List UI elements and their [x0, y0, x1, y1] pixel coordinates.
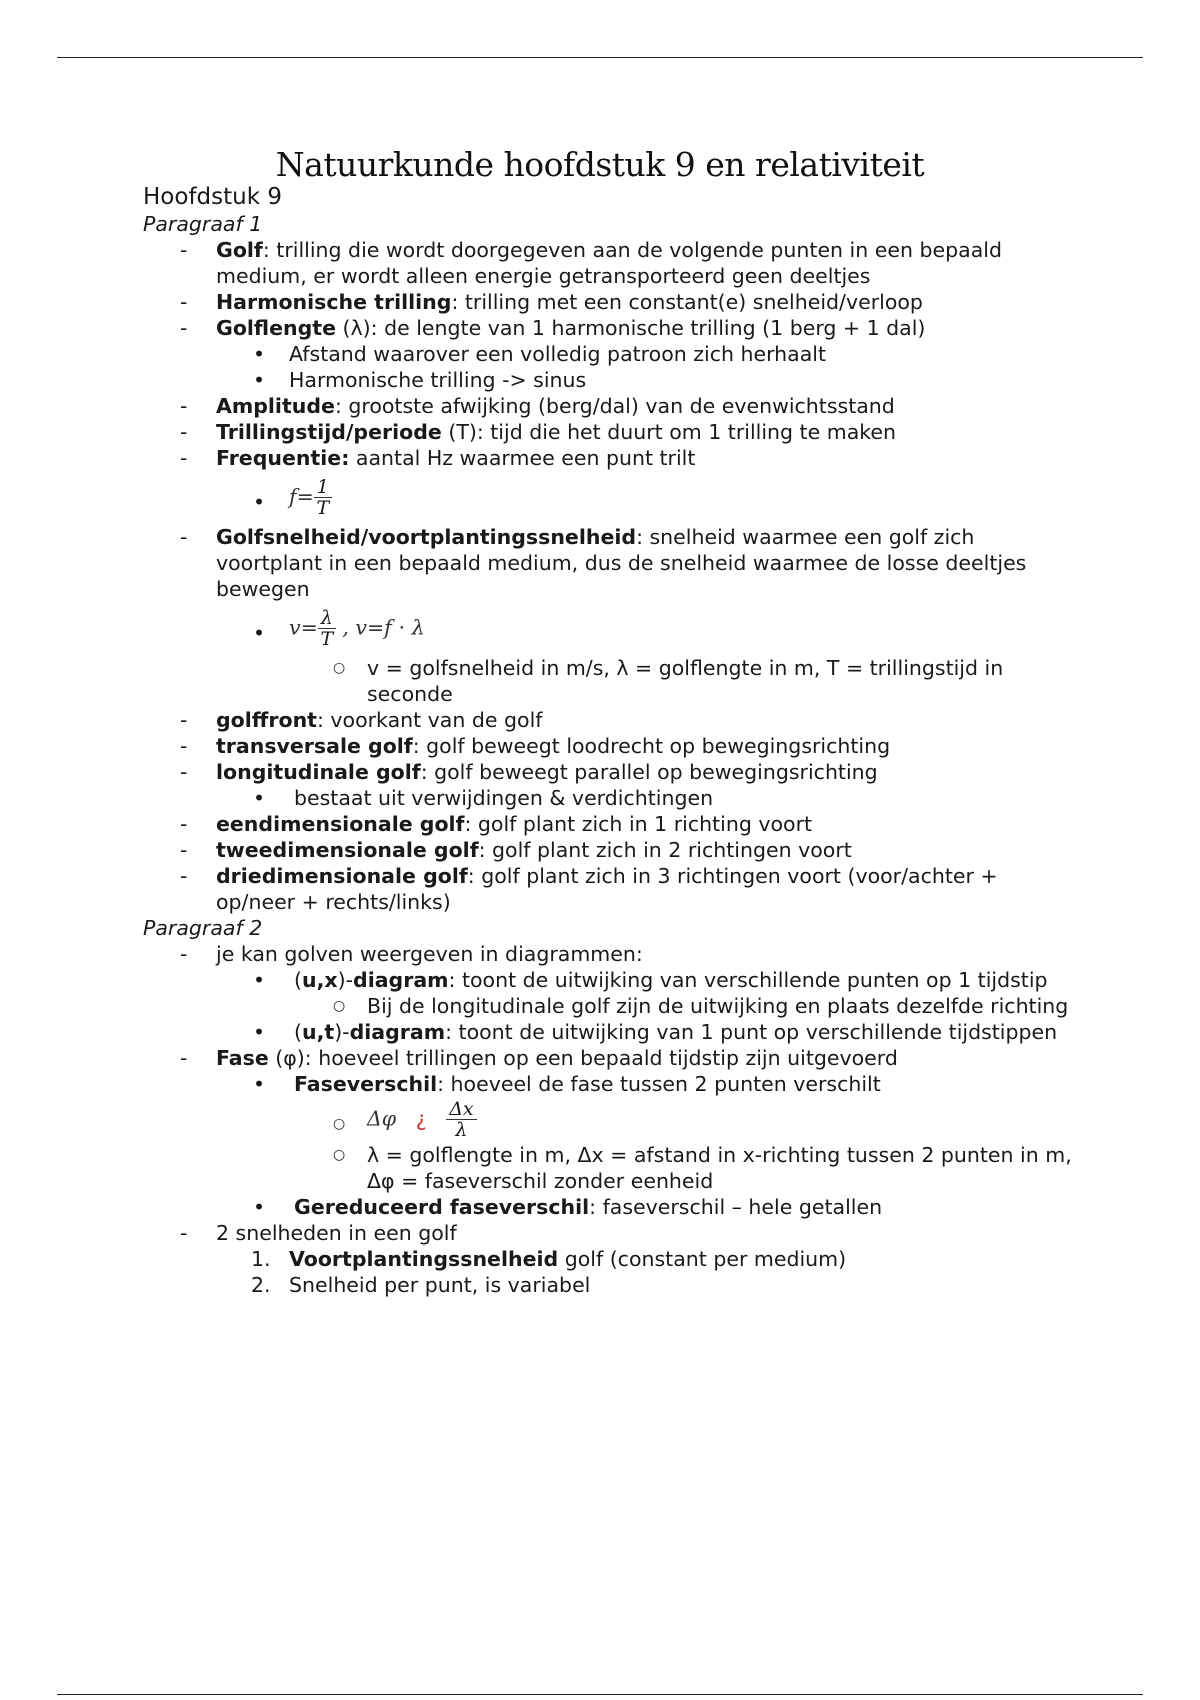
- list-item: 1. Voortplantingssnelheid golf (constant per medium): [251, 1247, 847, 1271]
- list-item: - Frequentie: aantal Hz waarmee een punt trilt: [180, 446, 696, 470]
- list-item: - tweedimensionale golf: golf plant zich in 2 richtingen voort: [180, 838, 852, 862]
- section-heading-1: Paragraaf 1: [143, 212, 263, 236]
- list-item: - Harmonische trilling: trilling met een constant(e) snelheid/verloop: [180, 290, 923, 314]
- list-item: • Gereduceerd faseverschil: faseverschil – hele getallen: [253, 1195, 883, 1219]
- list-item: - eendimensionale golf: golf plant zich in 1 richting voort: [180, 812, 813, 836]
- fraction: $\frac{\lambda}{T}$: [318, 608, 336, 649]
- document-body: [143, 184, 1083, 1298]
- list-item: - Amplitude: grootste afwijking (berg/dal) van de evenwichtsstand: [180, 394, 895, 418]
- list-item: ○ λ = golflengte in m, Δx = afstand in x-richting tussen 2 punten in m, Δφ = faseverschil zonder eenheid: [333, 1143, 1072, 1193]
- fraction: $\frac{\Delta x}{\lambda}$: [446, 1099, 476, 1140]
- list-item: - Golf: trilling die wordt doorgegeven aan de volgende punten in een bepaald medium, er wordt alleen energie getransporteerd geen deeltjes: [180, 238, 1002, 288]
- formula-wave-speed: • v= $\frac{\lambda}{T}$ , v=f ⋅ λ: [253, 607, 425, 650]
- list-item: - longitudinale golf: golf beweegt parallel op bewegingsrichting: [180, 760, 878, 784]
- page-title: Natuurkunde hoofdstuk 9 en relativiteit: [275, 145, 925, 184]
- list-item: • (u,x)-diagram: toont de uitwijking van verschillende punten op 1 tijdstip: [253, 968, 1048, 992]
- list-item: ○ Bij de longitudinale golf zijn de uitwijking en plaats dezelfde richting: [333, 994, 1069, 1018]
- list-item: - driedimensionale golf: golf plant zich in 3 richtingen voort (voor/achter + op/neer + rechts/links): [180, 864, 998, 914]
- list-item: - transversale golf: golf beweegt loodrecht op bewegingsrichting: [180, 734, 891, 758]
- fraction: $\frac{1}{T}$: [314, 477, 332, 518]
- list-item: • Harmonische trilling -> sinus: [253, 368, 587, 392]
- list-item: - Golfsnelheid/voortplantingssnelheid: snelheid waarmee een golf zich voortplant in een bepaald medium, dus de snelheid waarmee de losse deeltjes bewegen: [180, 525, 1027, 601]
- list-item: - Trillingstijd/periode (T): tijd die het duurt om 1 trilling te maken: [180, 420, 897, 444]
- list-item: - Golflengte (λ): de lengte van 1 harmonische trilling (1 berg + 1 dal): [180, 316, 926, 340]
- list-item: • bestaat uit verwijdingen & verdichtingen: [253, 786, 714, 810]
- formula-frequency: • f= $\frac{1}{T}$: [143, 471, 1083, 524]
- chapter-heading: Hoofdstuk 9: [143, 184, 282, 210]
- top-rule: [57, 57, 1143, 58]
- list-item: • Faseverschil: hoeveel de fase tussen 2 punten verschilt: [253, 1072, 881, 1096]
- list-item: ○ v = golfsnelheid in m/s, λ = golflengte in m, T = trillingstijd in seconde: [333, 656, 1004, 706]
- formula-phase-difference: ○ Δφ ¿ $\frac{\Delta x}{\lambda}$: [143, 1097, 1083, 1142]
- list-item: 2. Snelheid per punt, is variabel: [251, 1273, 591, 1297]
- list-item: - Fase (φ): hoeveel trillingen op een bepaald tijdstip zijn uitgevoerd: [180, 1046, 898, 1070]
- section-heading-2: Paragraaf 2: [143, 916, 263, 940]
- list-item: - je kan golven weergeven in diagrammen:: [180, 942, 643, 966]
- list-item: - golffront: voorkant van de golf: [180, 708, 543, 732]
- list-item: • (u,t)-diagram: toont de uitwijking van 1 punt op verschillende tijdstippen: [253, 1020, 1058, 1044]
- bottom-rule: [57, 1694, 1143, 1695]
- list-item: • Afstand waarover een volledig patroon zich herhaalt: [253, 342, 827, 366]
- list-item: - 2 snelheden in een golf: [180, 1221, 457, 1245]
